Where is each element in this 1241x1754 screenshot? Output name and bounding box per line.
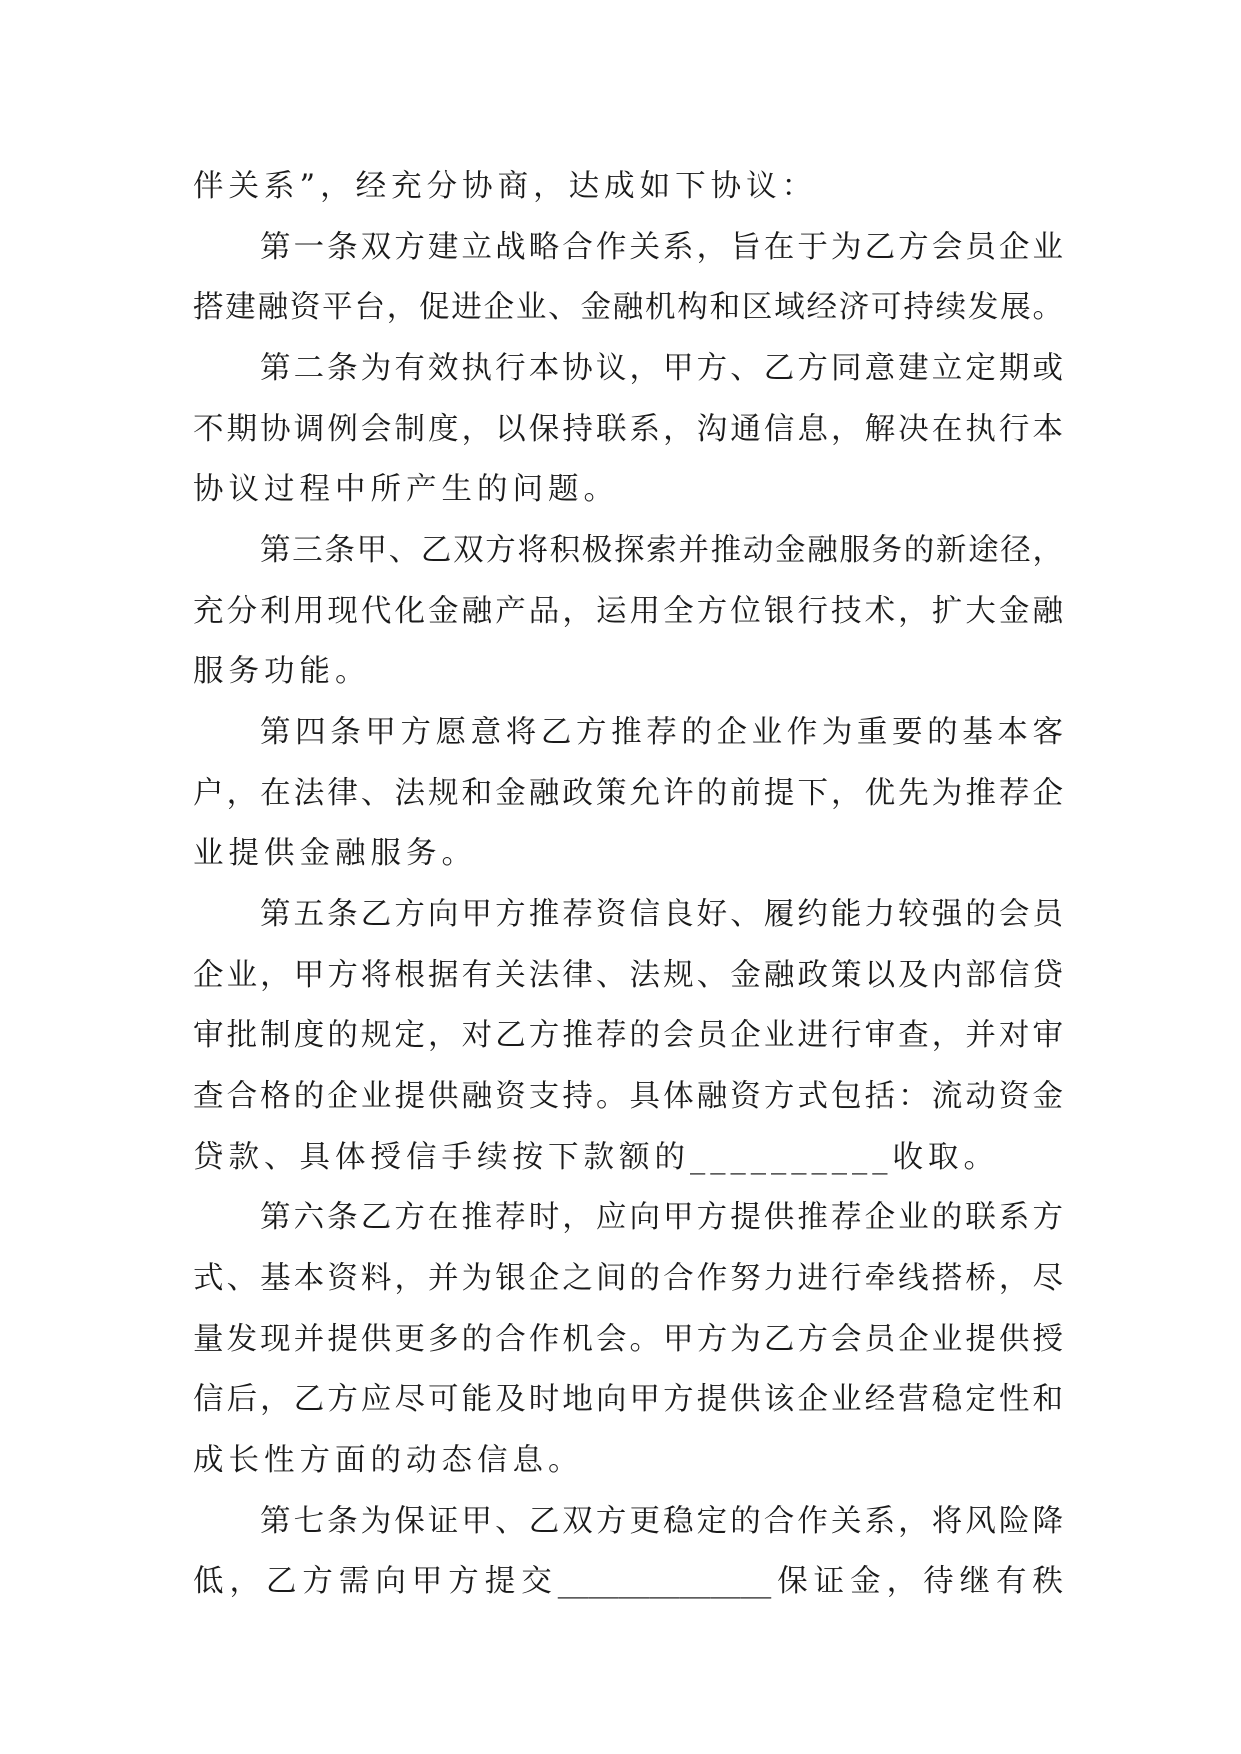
text-line: 协议过程中所产生的问题。 bbox=[193, 472, 619, 507]
text-line: 企业，甲方将根据有关法律、法规、金融政策以及内部信贷 bbox=[193, 958, 1063, 993]
article-5-line: 第五条乙方向甲方推荐资信良好、履约能力较强的会员 bbox=[260, 897, 1063, 932]
text-line: 成长性方面的动态信息。 bbox=[193, 1443, 584, 1478]
text-line: 户，在法律、法规和金融政策允许的前提下，优先为推荐企 bbox=[193, 776, 1063, 811]
text-line: 信后，乙方应尽可能及时地向甲方提供该企业经营稳定性和 bbox=[193, 1382, 1063, 1417]
text-line: 不期协调例会制度，以保持联系，沟通信息，解决在执行本 bbox=[193, 412, 1063, 447]
article-4-line: 第四条甲方愿意将乙方推荐的企业作为重要的基本客 bbox=[260, 715, 1063, 750]
text-line: 服务功能。 bbox=[193, 654, 371, 689]
text-line: 业提供金融服务。 bbox=[193, 836, 477, 871]
text-line: 低，乙方需向甲方提交______________保证金，待继有秩 bbox=[193, 1564, 1063, 1599]
text-line: 式、基本资料，并为银企之间的合作努力进行牵线搭桥，尽 bbox=[193, 1261, 1063, 1296]
text-line: 查合格的企业提供融资支持。具体融资方式包括：流动资金 bbox=[193, 1079, 1063, 1114]
article-3-line: 第三条甲、乙双方将积极探索并推动金融服务的新途径， bbox=[260, 533, 1063, 568]
text-line: 搭建融资平台，促进企业、金融机构和区域经济可持续发展。 bbox=[193, 290, 1063, 325]
text-line: 量发现并提供更多的合作机会。甲方为乙方会员企业提供授 bbox=[193, 1322, 1063, 1357]
article-2-line: 第二条为有效执行本协议，甲方、乙方同意建立定期或 bbox=[260, 351, 1063, 386]
article-6-line: 第六条乙方在推荐时，应向甲方提供推荐企业的联系方 bbox=[260, 1200, 1063, 1235]
text-line: 贷款、具体授信手续按下款额的__________收取。 bbox=[193, 1140, 999, 1175]
article-1-line: 第一条双方建立战略合作关系，旨在于为乙方会员企业 bbox=[260, 230, 1063, 265]
text-line: 审批制度的规定，对乙方推荐的会员企业进行审查，并对审 bbox=[193, 1018, 1063, 1053]
text-line: 伴关系”，经充分协商，达成如下协议： bbox=[193, 169, 818, 204]
article-7-line: 第七条为保证甲、乙双方更稳定的合作关系，将风险降 bbox=[260, 1504, 1063, 1539]
text-line: 充分利用现代化金融产品，运用全方位银行技术，扩大金融 bbox=[193, 594, 1063, 629]
